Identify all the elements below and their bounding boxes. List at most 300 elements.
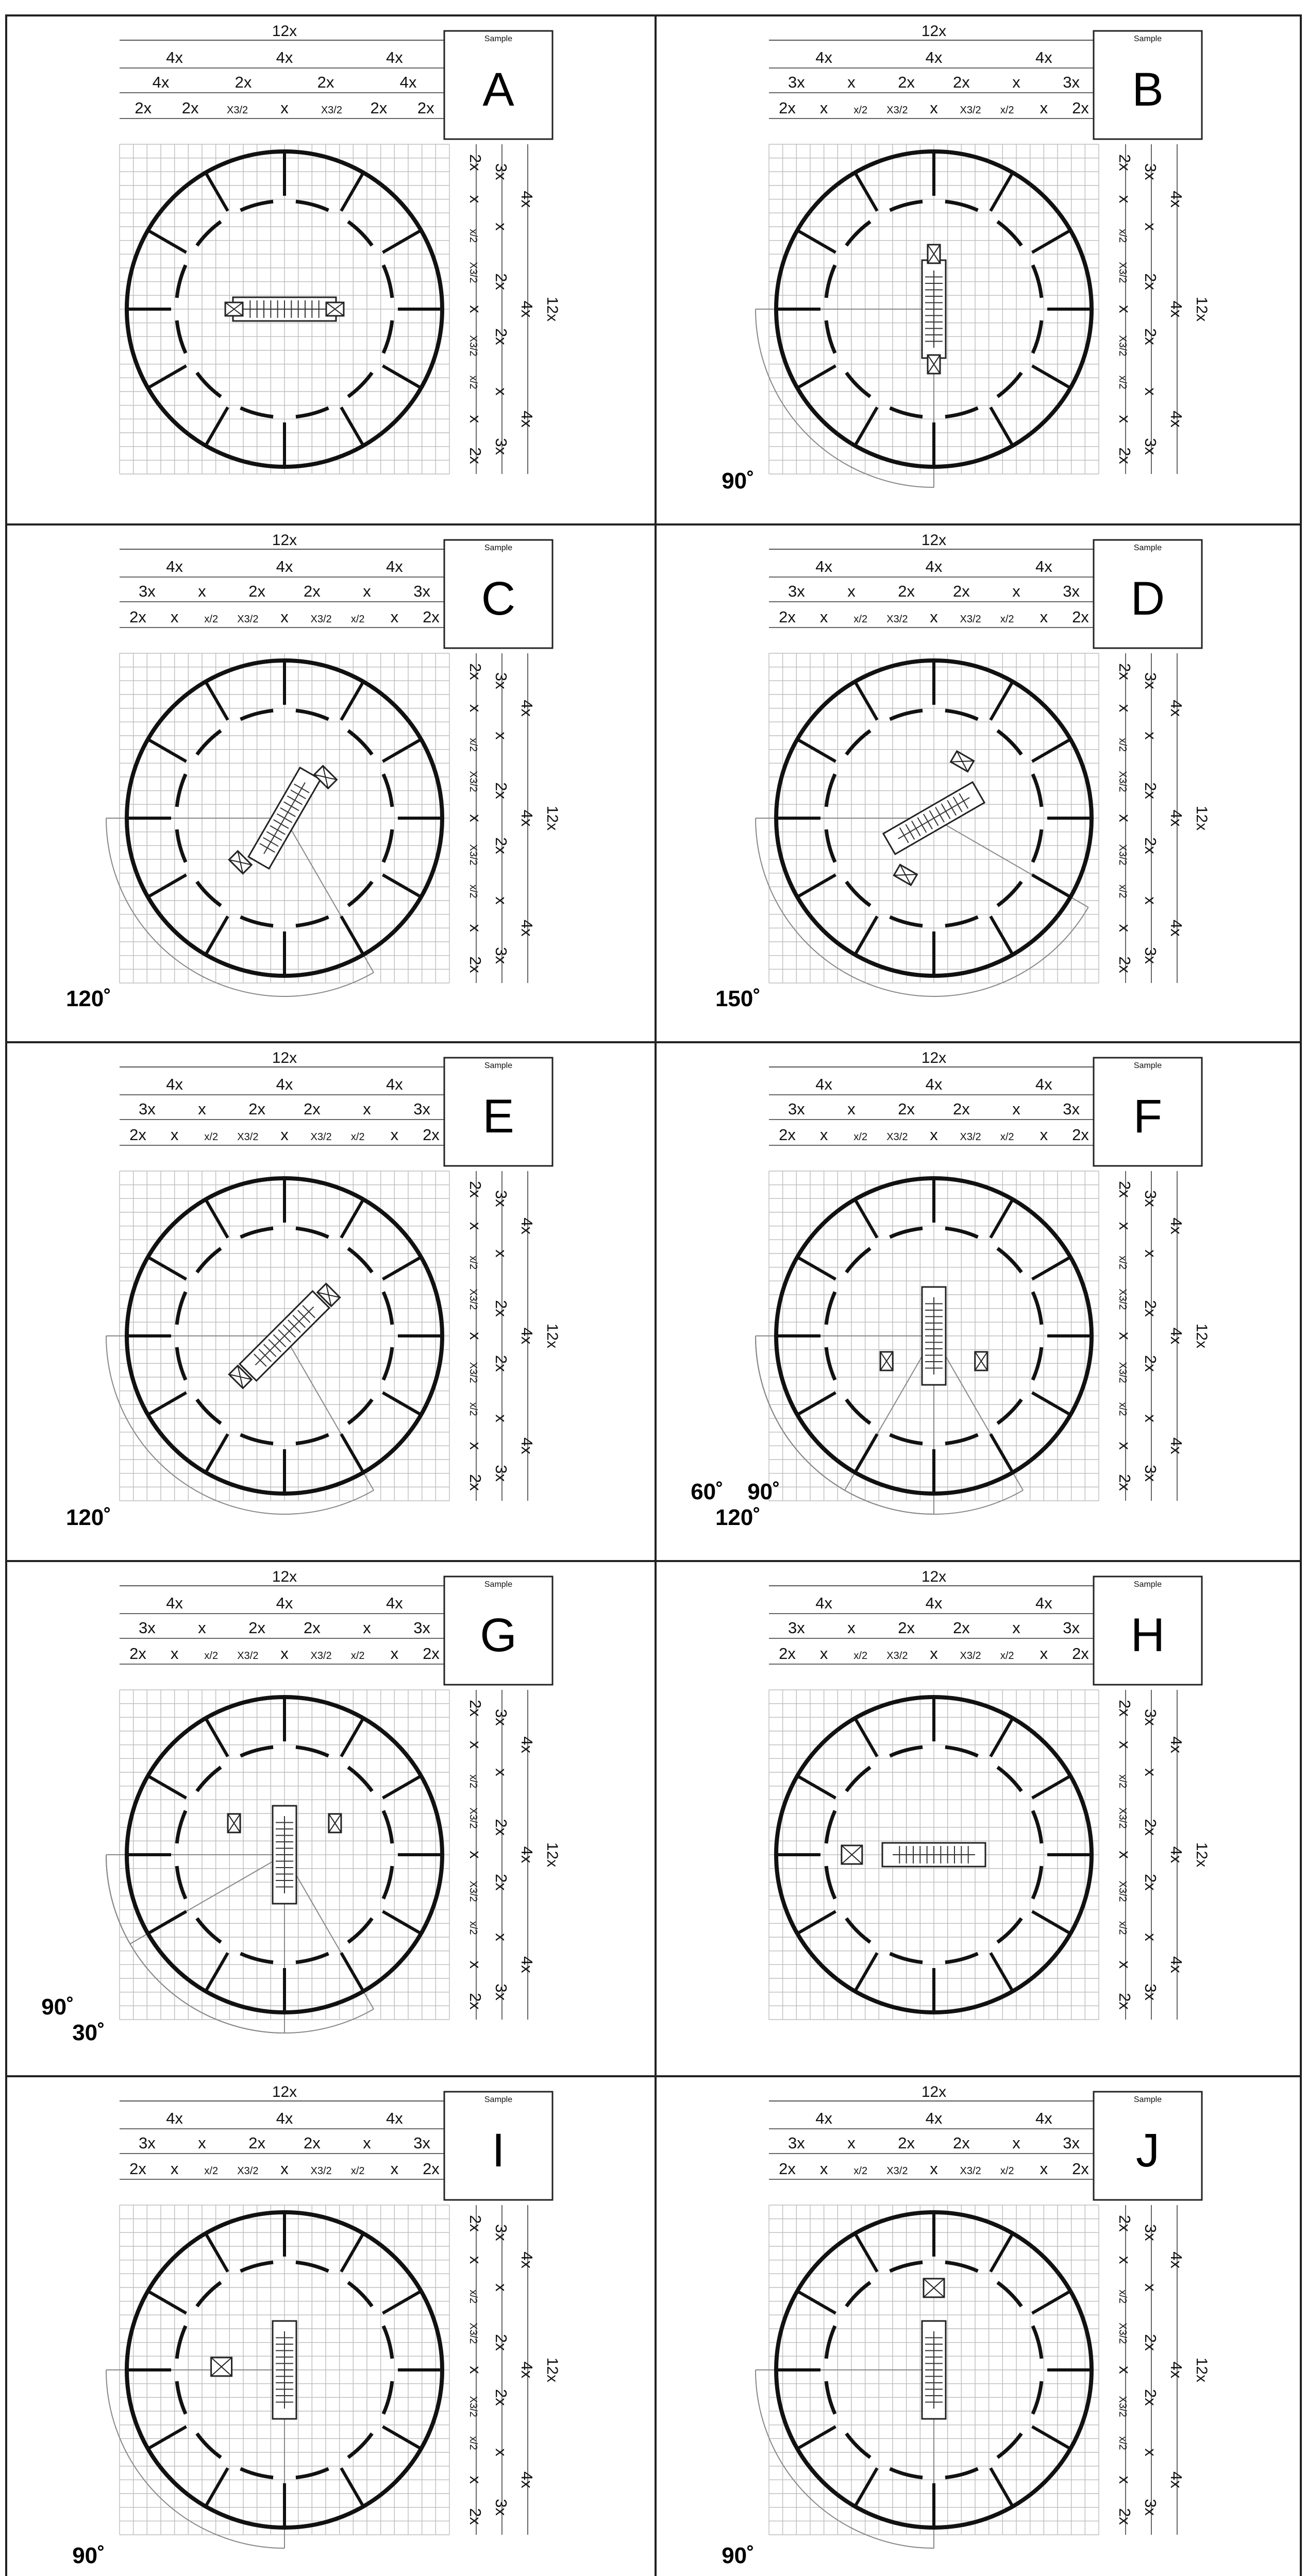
dimension-label: 3x (1142, 1190, 1160, 1207)
dimension-label: X3/2 (310, 1650, 332, 1662)
dimension-label: 2x (952, 1619, 970, 1637)
dimension-label: 2x (1142, 1873, 1160, 1891)
dimension-label: 3x (138, 2134, 156, 2152)
panel-letter: G (480, 1609, 517, 1662)
sample-box (444, 540, 552, 648)
dimension-label: x/2 (1000, 105, 1014, 116)
dimension-label: 2x (1116, 154, 1134, 171)
dimension-label: x (1040, 1126, 1048, 1144)
dimension-label: 2x (466, 1474, 484, 1491)
dimension-label: x (492, 1933, 510, 1941)
dimension-label: X3/2 (1117, 844, 1128, 866)
dimension-label: X3/2 (886, 614, 908, 625)
dimension-label: x (280, 608, 289, 626)
sample-label: Sample (484, 2095, 513, 2104)
dimension-label: x (466, 814, 484, 822)
panel-G (6, 1561, 656, 2076)
dimension-label: X3/2 (960, 105, 981, 116)
dimension-label: x (280, 1645, 289, 1663)
dimension-label: x (1116, 1332, 1134, 1340)
dimension-label: x/2 (1117, 1402, 1128, 1416)
dimension-label: x/2 (467, 738, 479, 752)
rotation-angle-label: 150˚ (715, 986, 761, 1011)
dimension-label: x/2 (1117, 375, 1128, 389)
dimension-label: x (492, 1249, 510, 1258)
dimension-label: 2x (1116, 447, 1134, 464)
dimension-label: x (170, 1126, 179, 1144)
dimension-label: 2x (779, 608, 796, 626)
dimension-label: 3x (492, 1708, 510, 1726)
dimension-label: 3x (1142, 947, 1160, 964)
dimension-label: x (280, 2160, 289, 2178)
dimension-label: x (492, 387, 510, 396)
dimension-label: X3/2 (310, 614, 332, 625)
dimension-label: 3x (413, 582, 431, 600)
dimension-label: x/2 (204, 1650, 219, 1662)
dimension-label: x (819, 1126, 828, 1144)
dimension-label: 3x (1063, 1100, 1080, 1118)
dimension-label: x/2 (204, 2165, 219, 2177)
panel-letter: B (1132, 63, 1164, 116)
dimension-label: 3x (138, 1100, 156, 1118)
sample-box (1094, 1058, 1202, 1166)
central-stair (273, 2321, 296, 2419)
dimension-label: X3/2 (467, 844, 479, 866)
dimension-label: 2x (423, 2160, 440, 2178)
dimension-label: 4x (276, 48, 293, 66)
dimension-label: 2x (248, 582, 266, 600)
dimension-label: X3/2 (310, 2165, 332, 2177)
dimension-label: x/2 (467, 1256, 479, 1270)
dimension-label: 3x (492, 1984, 510, 2001)
dimension-label: 2x (952, 2134, 970, 2152)
dimension-label: 4x (1167, 1736, 1185, 1754)
dimension-label: X3/2 (237, 2165, 259, 2177)
dimension-label: x (363, 1619, 371, 1637)
rotation-angle-label: 120˚ (65, 986, 112, 1011)
dimension-label: 2x (423, 1645, 440, 1663)
dimension-label: x/2 (204, 1131, 219, 1143)
dimension-label: 2x (1072, 608, 1089, 626)
rotation-angle-label: 60˚ (691, 1479, 724, 1504)
panel-E (6, 1042, 656, 1561)
dimension-label: x (1142, 387, 1160, 396)
dimension-label: 4x (815, 557, 833, 575)
dimension-total-label: 12x (544, 2357, 561, 2383)
dimension-label: x/2 (467, 1921, 479, 1935)
sample-label: Sample (484, 35, 513, 43)
dimension-label: x (492, 896, 510, 905)
dimension-label: x (847, 1619, 856, 1637)
dimension-total-label: 12x (272, 23, 297, 40)
dimension-label: 2x (492, 782, 510, 800)
dimension-label: 3x (1063, 1619, 1080, 1637)
dimension-label: x (1040, 1645, 1048, 1663)
dimension-total-label: 12x (921, 1568, 947, 1585)
dimension-label: X3/2 (1117, 2396, 1128, 2417)
dimension-label: x/2 (853, 1650, 868, 1662)
dimension-label: x (1116, 814, 1134, 822)
dimension-label: 4x (518, 809, 536, 827)
dimension-label: X3/2 (886, 105, 908, 116)
dimension-label: x (466, 1960, 484, 1969)
dimension-label: 4x (166, 1075, 183, 1093)
dimension-label: x (1116, 305, 1134, 313)
panel-letter: C (481, 572, 516, 625)
dimension-label: x (1012, 582, 1020, 600)
dimension-label: 3x (413, 1619, 431, 1637)
dimension-label: x (466, 1222, 484, 1230)
dimension-label: x (819, 608, 828, 626)
dimension-label: x (1012, 2134, 1020, 2152)
dimension-label: x (466, 1740, 484, 1749)
dimension-label: 2x (952, 582, 970, 600)
dimension-label: x/2 (1000, 1650, 1014, 1662)
dimension-label: x/2 (853, 614, 868, 625)
dimension-label: 3x (787, 1619, 805, 1637)
dimension-label: 2x (1116, 2508, 1134, 2525)
dimension-label: x (1116, 195, 1134, 204)
equipment-box (880, 1352, 893, 1370)
sample-label: Sample (1133, 1580, 1162, 1589)
dimension-label: 4x (1167, 1437, 1185, 1454)
dimension-label: 3x (1142, 2224, 1160, 2241)
dimension-label: x/2 (1000, 1131, 1014, 1143)
dimension-label: 4x (518, 1736, 536, 1754)
dimension-label: 3x (1063, 2134, 1080, 2152)
dimension-label: 2x (1116, 1474, 1134, 1491)
dimension-label: x (930, 2160, 938, 2178)
dimension-label: 2x (492, 1354, 510, 1372)
dimension-label: 2x (1142, 328, 1160, 345)
sample-box (1094, 1577, 1202, 1685)
dimension-label: 2x (1072, 99, 1089, 117)
dimension-label: 3x (787, 2134, 805, 2152)
dimension-label: 3x (1142, 438, 1160, 455)
dimension-label: X3/2 (467, 2396, 479, 2417)
sample-label: Sample (484, 1580, 513, 1589)
dimension-label: 4x (166, 48, 183, 66)
dimension-label: x (1116, 1740, 1134, 1749)
dimension-label: 2x (1142, 1300, 1160, 1317)
dimension-label: 2x (779, 1645, 796, 1663)
dimension-label: x (1116, 1222, 1134, 1230)
dimension-label: 3x (1142, 163, 1160, 180)
dimension-label: x (1040, 99, 1048, 117)
equipment-box (924, 2279, 944, 2297)
dimension-total-label: 12x (1193, 1842, 1210, 1868)
dimension-label: x (390, 1126, 399, 1144)
dimension-label: x (1142, 2283, 1160, 2292)
sample-box (1094, 540, 1202, 648)
dimension-label: 3x (492, 672, 510, 689)
dimension-label: x/2 (1000, 614, 1014, 625)
dimension-label: 3x (787, 1100, 805, 1118)
dimension-label: 4x (166, 1594, 183, 1612)
dimension-label: 3x (492, 438, 510, 455)
dimension-label: 2x (1142, 1819, 1160, 1836)
dimension-label: x (170, 1645, 179, 1663)
dimension-label: 3x (787, 582, 805, 600)
dimension-label: 4x (925, 557, 943, 575)
dimension-label: x/2 (1117, 2436, 1128, 2450)
dimension-label: x/2 (467, 229, 479, 243)
rotation-angle-label: 90˚ (72, 2543, 105, 2568)
dimension-label: x/2 (1117, 884, 1128, 899)
dimension-label: X3/2 (886, 2165, 908, 2177)
dimension-label: 2x (466, 1700, 484, 1717)
dimension-total-label: 12x (1193, 296, 1210, 322)
dimension-label: x/2 (350, 614, 365, 625)
dimension-label: 4x (518, 2251, 536, 2269)
central-stair (273, 1806, 296, 1904)
dimension-label: X3/2 (960, 2165, 981, 2177)
dimension-label: x (930, 1126, 938, 1144)
dimension-label: X3/2 (237, 1650, 259, 1662)
dimension-label: x/2 (467, 375, 479, 389)
panel-letter: A (482, 63, 514, 116)
dimension-label: 2x (779, 2160, 796, 2178)
dimension-label: 2x (129, 608, 146, 626)
equipment-box (225, 302, 243, 316)
panel-B (656, 15, 1301, 524)
panel-frame (6, 15, 656, 524)
dimension-total-label: 12x (544, 1842, 561, 1868)
sample-label: Sample (484, 1061, 513, 1070)
panel-F (656, 1042, 1301, 1561)
dimension-label: x (280, 99, 289, 117)
sample-box (1094, 31, 1202, 139)
dimension-label: 2x (1116, 2215, 1134, 2232)
sample-box (1094, 2092, 1202, 2200)
dimension-label: x (198, 1100, 206, 1118)
dimension-label: x (363, 582, 371, 600)
dimension-label: x (930, 1645, 938, 1663)
dimension-label: x (847, 582, 856, 600)
dimension-label: X3/2 (467, 335, 479, 357)
dimension-label: X3/2 (960, 1650, 981, 1662)
dimension-label: 4x (1167, 300, 1185, 318)
dimension-label: x/2 (467, 2290, 479, 2304)
dimension-label: x (390, 1645, 399, 1663)
panel-letter: F (1133, 1090, 1163, 1143)
dimension-label: 4x (925, 1075, 943, 1093)
dimension-label: 2x (1116, 1700, 1134, 1717)
panel-letter: J (1136, 2124, 1160, 2177)
dimension-label: x (466, 1851, 484, 1859)
dimension-total-label: 12x (272, 1568, 297, 1585)
dimension-label: 2x (492, 837, 510, 854)
dimension-label: 2x (417, 99, 434, 117)
sample-label: Sample (484, 544, 513, 552)
dimension-label: 2x (1142, 2388, 1160, 2406)
rotation-angle-label: 90˚ (41, 1994, 74, 2020)
dimension-label: 3x (413, 1100, 431, 1118)
equipment-box (228, 1814, 240, 1833)
dimension-label: x (466, 2256, 484, 2264)
dimension-label: 3x (492, 1190, 510, 1207)
dimension-label: X3/2 (1117, 771, 1128, 792)
dimension-label: 4x (518, 2471, 536, 2488)
dimension-label: 4x (518, 919, 536, 937)
dimension-label: 2x (466, 1993, 484, 2010)
dimension-label: 4x (1035, 1594, 1052, 1612)
dimension-label: x (280, 1126, 289, 1144)
dimension-label: 3x (1142, 1708, 1160, 1726)
dimension-label: x (492, 732, 510, 740)
dimension-label: x (847, 73, 856, 91)
dimension-label: x (492, 2448, 510, 2456)
dimension-label: x (466, 2476, 484, 2484)
dimension-label: x/2 (1117, 1774, 1128, 1789)
dimension-label: 2x (492, 2334, 510, 2351)
equipment-box (975, 1352, 987, 1370)
dimension-label: x/2 (350, 1131, 365, 1143)
dimension-label: 4x (386, 48, 403, 66)
dimension-total-label: 12x (1193, 1323, 1210, 1349)
dimension-label: x (1116, 1851, 1134, 1859)
dimension-label: 2x (1072, 2160, 1089, 2178)
dimension-label: 3x (492, 2224, 510, 2241)
sample-label: Sample (1133, 35, 1162, 43)
panel-A (6, 15, 656, 524)
dimension-label: x (1142, 2448, 1160, 2456)
dimension-label: X3/2 (237, 1131, 259, 1143)
dimension-label: 4x (386, 1594, 403, 1612)
dimension-label: 2x (898, 582, 915, 600)
dimension-label: x/2 (204, 614, 219, 625)
dimension-label: 4x (1035, 2109, 1052, 2127)
dimension-label: 4x (815, 2109, 833, 2127)
dimension-label: 4x (518, 1437, 536, 1454)
dimension-label: x (363, 1100, 371, 1118)
central-stair (922, 1287, 946, 1385)
dimension-label: 4x (1167, 410, 1185, 428)
dimension-label: x (492, 223, 510, 231)
dimension-label: 4x (166, 557, 183, 575)
sample-label: Sample (1133, 1061, 1162, 1070)
dimension-label: x (1116, 415, 1134, 423)
dimension-label: 4x (518, 300, 536, 318)
equipment-box (211, 2358, 232, 2376)
dimension-label: 4x (518, 191, 536, 208)
dimension-label: x (1142, 1249, 1160, 1258)
dimension-label: x (1142, 732, 1160, 740)
dimension-label: x/2 (1117, 1921, 1128, 1935)
dimension-label: X3/2 (467, 1289, 479, 1310)
dimension-label: X3/2 (1117, 2323, 1128, 2344)
dimension-label: x (847, 1100, 856, 1118)
dimension-label: X3/2 (321, 105, 343, 116)
dimension-label: x (198, 1619, 206, 1637)
dimension-label: X3/2 (1117, 1289, 1128, 1310)
dimension-label: 3x (1063, 73, 1080, 91)
dimension-label: x/2 (1117, 229, 1128, 243)
panel-H (656, 1561, 1301, 2076)
dimension-label: 2x (492, 328, 510, 345)
dimension-label: X3/2 (467, 1880, 479, 1902)
dimension-label: x (466, 1442, 484, 1450)
dimension-label: 4x (815, 48, 833, 66)
dimension-label: 2x (492, 1873, 510, 1891)
dimension-label: x (1116, 924, 1134, 933)
dimension-label: 2x (1116, 1181, 1134, 1198)
dimension-label: 2x (898, 2134, 915, 2152)
dimension-label: X3/2 (226, 105, 248, 116)
dimension-label: x (198, 2134, 206, 2152)
dimension-label: 2x (129, 1126, 146, 1144)
dimension-total-label: 12x (921, 1049, 947, 1066)
dimension-label: x (1116, 2476, 1134, 2484)
central-stair (233, 297, 336, 321)
dimension-label: 2x (492, 273, 510, 291)
dimension-label: 4x (1167, 2361, 1185, 2379)
dimension-label: x (1116, 2366, 1134, 2374)
dimension-label: 4x (518, 1956, 536, 1973)
dimension-label: x (198, 582, 206, 600)
equipment-box (329, 1814, 341, 1833)
dimension-label: x/2 (350, 2165, 365, 2177)
dimension-label: 2x (779, 99, 796, 117)
dimension-label: x (1142, 1414, 1160, 1422)
dimension-total-label: 12x (272, 2083, 297, 2100)
dimension-label: 4x (815, 1594, 833, 1612)
dimension-label: x (1012, 73, 1020, 91)
dimension-total-label: 12x (544, 296, 561, 322)
sample-box (444, 1058, 552, 1166)
dimension-total-label: 12x (921, 2083, 947, 2100)
dimension-label: 2x (248, 1100, 266, 1118)
dimension-label: 2x (1142, 1354, 1160, 1372)
dimension-label: x (847, 2134, 856, 2152)
dimension-label: 4x (1167, 919, 1185, 937)
dimension-label: x/2 (467, 884, 479, 899)
dimension-label: 2x (466, 447, 484, 464)
dimension-label: 4x (1167, 809, 1185, 827)
dimension-label: x (930, 608, 938, 626)
dimension-label: 2x (1072, 1645, 1089, 1663)
dimension-label: x/2 (1117, 738, 1128, 752)
dimension-label: 2x (1072, 1126, 1089, 1144)
dimension-label: x/2 (467, 1774, 479, 1789)
panel-frame (656, 2076, 1301, 2576)
dimension-label: 3x (492, 2499, 510, 2516)
dimension-label: 2x (466, 2508, 484, 2525)
dimension-label: x (466, 1332, 484, 1340)
dimension-label: 4x (1167, 1846, 1185, 1863)
dimension-label: X3/2 (1117, 1880, 1128, 1902)
dimension-total-label: 12x (272, 1049, 297, 1066)
dimension-label: 2x (303, 582, 321, 600)
dimension-label: 2x (181, 99, 199, 117)
dimension-label: x (819, 2160, 828, 2178)
rotation-angle-label: 120˚ (65, 1505, 112, 1530)
sample-label: Sample (1133, 2095, 1162, 2104)
dimension-label: 2x (952, 73, 970, 91)
dimension-label: x (466, 195, 484, 204)
dimension-label: 2x (466, 956, 484, 973)
dimension-label: x (1012, 1619, 1020, 1637)
central-stair (882, 1843, 985, 1867)
panel-letter: I (492, 2124, 505, 2177)
dimension-label: 2x (1142, 273, 1160, 291)
dimension-total-label: 12x (921, 23, 947, 40)
dimension-label: 4x (925, 1594, 943, 1612)
dimension-label: 4x (518, 1217, 536, 1235)
dimension-label: 4x (815, 1075, 833, 1093)
dimension-label: x (1040, 608, 1048, 626)
dimension-label: X3/2 (467, 2323, 479, 2344)
